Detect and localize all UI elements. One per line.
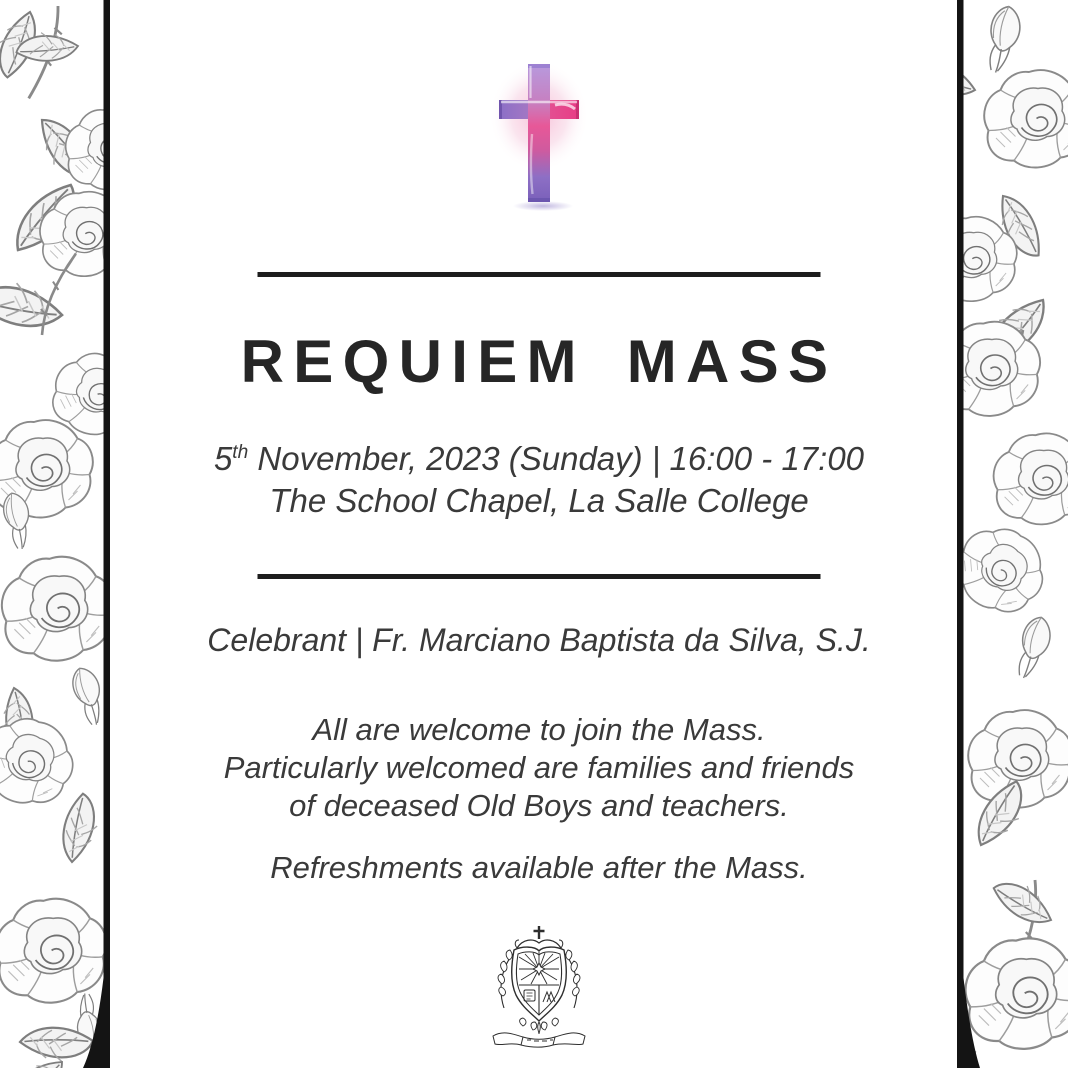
celebrant-line: Celebrant | Fr. Marciano Baptista da Silva, S.J. xyxy=(207,622,871,658)
date-rest: November, 2023 (Sunday) | 16:00 - 17:00 xyxy=(248,440,865,477)
frame-line-left xyxy=(80,0,120,1068)
date-time-line xyxy=(116,441,962,477)
welcome-line-2: Particularly welcomed are families and friends xyxy=(223,750,855,785)
date-day: 5 xyxy=(213,440,233,477)
refreshments-line: Refreshments available after the Mass. xyxy=(270,850,808,885)
poster-content xyxy=(116,0,962,1068)
welcome-line-1: All are welcome to join the Mass. xyxy=(312,712,766,747)
school-crest-icon xyxy=(116,924,962,1050)
welcome-message xyxy=(116,711,962,825)
date-ordinal: th xyxy=(232,442,249,463)
gradient-cross-icon xyxy=(116,50,962,220)
divider-line-bottom xyxy=(258,574,821,579)
welcome-line-3: of deceased Old Boys and teachers. xyxy=(289,788,789,823)
venue-line: The School Chapel, La Salle College xyxy=(269,482,809,519)
divider-line-top xyxy=(258,272,821,277)
poster-title: REQUIEM MASS xyxy=(240,328,838,395)
